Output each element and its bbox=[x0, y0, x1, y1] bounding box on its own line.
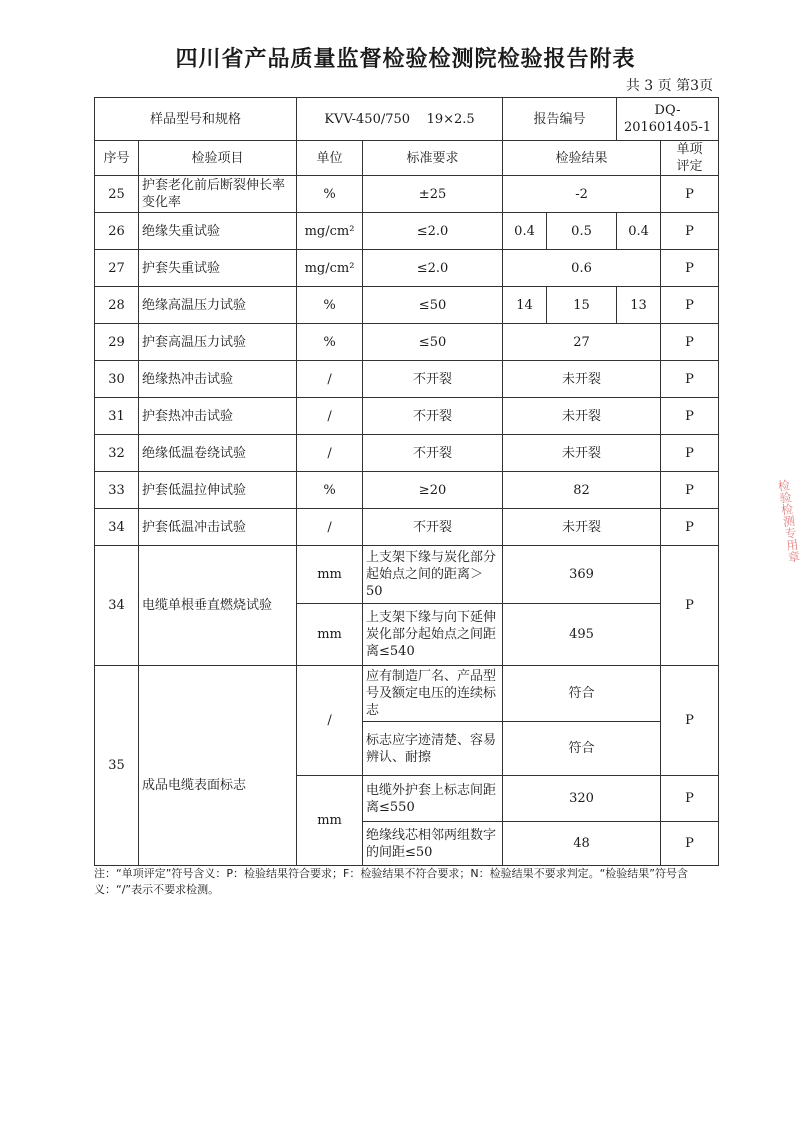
row-req: ≤2.0 bbox=[363, 250, 503, 287]
row-item: 护套高温压力试验 bbox=[139, 324, 297, 361]
row-result: 27 bbox=[503, 324, 661, 361]
row-item: 护套低温拉伸试验 bbox=[139, 472, 297, 509]
row-unit: % bbox=[297, 287, 363, 324]
row-item: 护套失重试验 bbox=[139, 250, 297, 287]
row-no: 35 bbox=[95, 666, 139, 866]
row-no: 34 bbox=[95, 509, 139, 546]
row-req: ≤2.0 bbox=[363, 213, 503, 250]
row-eval: P bbox=[661, 324, 719, 361]
inspection-table bbox=[94, 97, 719, 866]
row-result: 符合 bbox=[503, 666, 661, 722]
row-eval: P bbox=[661, 435, 719, 472]
row-result: 369 bbox=[503, 546, 661, 604]
column-header-row bbox=[95, 141, 719, 176]
row-req: 标志应字迹清楚、容易辨认、耐擦 bbox=[363, 722, 503, 776]
table-row bbox=[95, 176, 719, 213]
row-eval: P bbox=[661, 472, 719, 509]
table-row bbox=[95, 472, 719, 509]
row-req: 上支架下缘与向下延伸炭化部分起始点之间距离≤540 bbox=[363, 604, 503, 666]
row-eval: P bbox=[661, 176, 719, 213]
report-no-label: 报告编号 bbox=[503, 98, 617, 141]
row-result: 未开裂 bbox=[503, 398, 661, 435]
row-result: 0.6 bbox=[503, 250, 661, 287]
row-req: 绝缘线芯相邻两组数字的间距≤50 bbox=[363, 822, 503, 866]
row-unit: mm bbox=[297, 546, 363, 604]
row-result-2: 15 bbox=[547, 287, 617, 324]
row-req: 不开裂 bbox=[363, 361, 503, 398]
row-result: 48 bbox=[503, 822, 661, 866]
col-req: 标准要求 bbox=[363, 141, 503, 176]
row-no: 32 bbox=[95, 435, 139, 472]
row-eval: P bbox=[661, 287, 719, 324]
row-req: ±25 bbox=[363, 176, 503, 213]
row-no: 30 bbox=[95, 361, 139, 398]
report-no-value: DQ-201601405-1 bbox=[617, 98, 719, 141]
header-row bbox=[95, 98, 719, 141]
row-no: 29 bbox=[95, 324, 139, 361]
row-item: 护套老化前后断裂伸长率变化率 bbox=[139, 176, 297, 213]
row-eval: P bbox=[661, 822, 719, 866]
row-eval: P bbox=[661, 546, 719, 666]
row-result: -2 bbox=[503, 176, 661, 213]
row-item: 护套热冲击试验 bbox=[139, 398, 297, 435]
row-result: 未开裂 bbox=[503, 361, 661, 398]
row-item: 绝缘高温压力试验 bbox=[139, 287, 297, 324]
col-item: 检验项目 bbox=[139, 141, 297, 176]
row-req: 电缆外护套上标志间距离≤550 bbox=[363, 776, 503, 822]
marking-row-a bbox=[95, 666, 719, 722]
row-req: ≥20 bbox=[363, 472, 503, 509]
row-unit: / bbox=[297, 435, 363, 472]
row-no: 34 bbox=[95, 546, 139, 666]
footnote: 注：“单项评定”符号含义：P：检验结果符合要求；F：检验结果不符合要求；N：检验结果不要求判定。“检验结果”符号含义：“/”表示不要求检测。 bbox=[94, 867, 688, 896]
row-eval: P bbox=[661, 776, 719, 822]
row-req: ≤50 bbox=[363, 324, 503, 361]
row-eval: P bbox=[661, 666, 719, 776]
row-unit: / bbox=[297, 509, 363, 546]
row-result: 未开裂 bbox=[503, 509, 661, 546]
report-title: 四川省产品质量监督检验检测院检验报告附表 bbox=[175, 47, 636, 72]
row-unit: / bbox=[297, 666, 363, 776]
row-item: 绝缘失重试验 bbox=[139, 213, 297, 250]
row-item: 成品电缆表面标志 bbox=[139, 666, 297, 866]
row-unit: mm bbox=[297, 776, 363, 866]
row-unit: mg/cm² bbox=[297, 213, 363, 250]
table-row bbox=[95, 287, 719, 324]
table-row bbox=[95, 509, 719, 546]
table-row bbox=[95, 213, 719, 250]
row-result-3: 13 bbox=[617, 287, 661, 324]
row-unit: / bbox=[297, 361, 363, 398]
row-result-1: 0.4 bbox=[503, 213, 547, 250]
row-req: 应有制造厂名、产品型号及额定电压的连续标志 bbox=[363, 666, 503, 722]
row-no: 33 bbox=[95, 472, 139, 509]
row-eval: P bbox=[661, 213, 719, 250]
row-item: 绝缘低温卷绕试验 bbox=[139, 435, 297, 472]
row-req: 上支架下缘与炭化部分起始点之间的距离＞50 bbox=[363, 546, 503, 604]
row-req: 不开裂 bbox=[363, 398, 503, 435]
row-req: 不开裂 bbox=[363, 509, 503, 546]
table-row bbox=[95, 435, 719, 472]
model-value: KVV-450/750 19×2.5 bbox=[297, 98, 503, 141]
table-row bbox=[95, 324, 719, 361]
col-unit: 单位 bbox=[297, 141, 363, 176]
col-result: 检验结果 bbox=[503, 141, 661, 176]
col-no: 序号 bbox=[95, 141, 139, 176]
row-result: 320 bbox=[503, 776, 661, 822]
row-item: 绝缘热冲击试验 bbox=[139, 361, 297, 398]
row-no: 27 bbox=[95, 250, 139, 287]
row-result: 未开裂 bbox=[503, 435, 661, 472]
row-no: 26 bbox=[95, 213, 139, 250]
col-eval: 单项评定 bbox=[661, 141, 719, 176]
row-result: 符合 bbox=[503, 722, 661, 776]
official-seal: 检验检测专用章 bbox=[775, 478, 802, 564]
row-result-1: 14 bbox=[503, 287, 547, 324]
row-result: 82 bbox=[503, 472, 661, 509]
table-row bbox=[95, 250, 719, 287]
row-result-2: 0.5 bbox=[547, 213, 617, 250]
row-unit: mm bbox=[297, 604, 363, 666]
row-unit: mg/cm² bbox=[297, 250, 363, 287]
row-req: ≤50 bbox=[363, 287, 503, 324]
model-label: 样品型号和规格 bbox=[95, 98, 297, 141]
flame-row-a bbox=[95, 546, 719, 604]
row-eval: P bbox=[661, 509, 719, 546]
row-item: 护套低温冲击试验 bbox=[139, 509, 297, 546]
row-unit: % bbox=[297, 472, 363, 509]
row-no: 28 bbox=[95, 287, 139, 324]
row-req: 不开裂 bbox=[363, 435, 503, 472]
table-row bbox=[95, 361, 719, 398]
page-info: 共 3 页 第3页 bbox=[625, 78, 713, 94]
row-unit: % bbox=[297, 324, 363, 361]
table-row bbox=[95, 398, 719, 435]
row-item: 电缆单根垂直燃烧试验 bbox=[139, 546, 297, 666]
row-eval: P bbox=[661, 361, 719, 398]
row-no: 31 bbox=[95, 398, 139, 435]
row-unit: % bbox=[297, 176, 363, 213]
row-eval: P bbox=[661, 250, 719, 287]
row-eval: P bbox=[661, 398, 719, 435]
row-unit: / bbox=[297, 398, 363, 435]
row-result: 495 bbox=[503, 604, 661, 666]
row-no: 25 bbox=[95, 176, 139, 213]
row-result-3: 0.4 bbox=[617, 213, 661, 250]
